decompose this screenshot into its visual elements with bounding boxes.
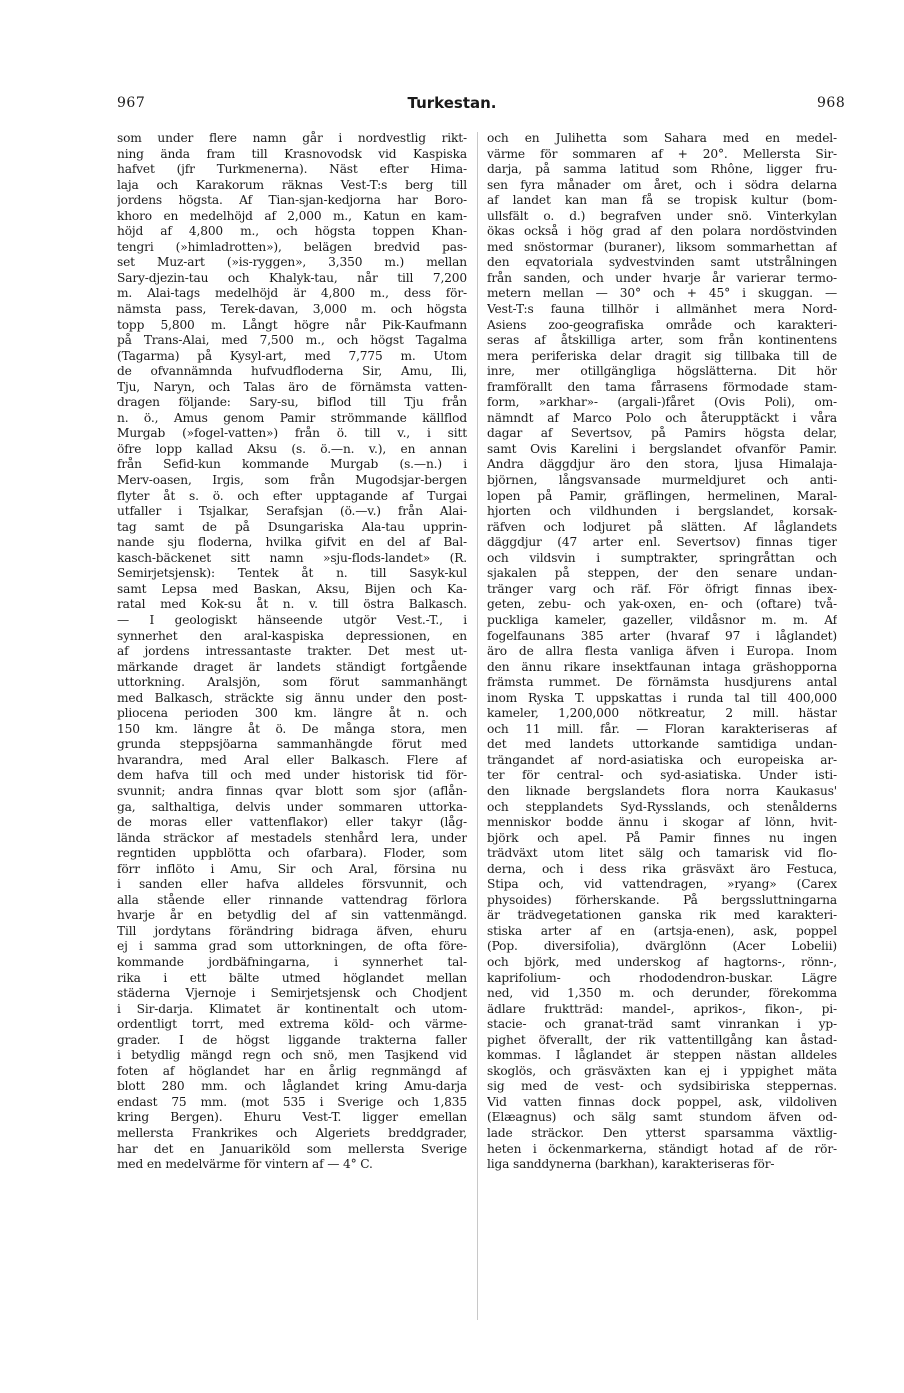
page-number-right: 968 bbox=[817, 95, 846, 111]
text-line: form, »arkhar»- (argali-)fåret (Ovis Poli), om- bbox=[487, 395, 837, 410]
text-line: ter för central- och syd-asiatiska. Under isti- bbox=[487, 768, 837, 783]
text-line: mellersta Frankrikes och Algeriets breddgrader, bbox=[117, 1126, 467, 1140]
text-line: öfre lopp kallad Aksu (s. ö.—n. v.), en annan bbox=[117, 441, 467, 456]
text-line: ej i samma grad som uttorkningen, de ofta före- bbox=[117, 939, 467, 954]
text-line: hvarandra, med Aral eller Balkasch. Flere af bbox=[117, 752, 467, 767]
text-line: alla stående eller rinnande vattendrag förlora bbox=[117, 892, 467, 907]
text-line: Till jordytans förändring bidraga äfven, ehuru bbox=[117, 923, 467, 938]
text-line: den liknade bergslandets flora norra Kaukasus' bbox=[487, 783, 837, 798]
text-line: är trädvegetationen ganska rik med karakteri- bbox=[487, 908, 837, 923]
text-line: utfaller i Tsjalkar, Serafsjan (ö.—v.) från Alai- bbox=[117, 504, 467, 519]
text-line: n. ö., Amus genom Pamir strömmande källflod bbox=[117, 410, 467, 425]
text-line: fogelfaunans 385 arter (hvaraf 97 i låglandet) bbox=[487, 628, 837, 643]
text-line: seras af åtskilliga arter, som från kontinentens bbox=[487, 333, 837, 348]
text-line: svunnit; andra finnas qvar blott som sjor (aflån- bbox=[117, 783, 467, 798]
text-line: jordens högsta. Af Tian-sjan-kedjorna har Boro- bbox=[117, 193, 467, 208]
text-line: på Trans-Alai, med 7,500 m., och högst Tagalma bbox=[117, 333, 467, 348]
text-line: grader. I de högst liggande trakterna faller bbox=[117, 1032, 467, 1047]
text-line: hjorten och vildhunden i bergslandet, korsak- bbox=[487, 504, 837, 519]
text-line: pighet öfverallt, der rik vattentillgång kan åstad- bbox=[487, 1032, 837, 1047]
text-line: kommande jordbäfningarna, i synnerhet tal- bbox=[117, 954, 467, 969]
text-line: med Balkasch, sträckte sig ännu under den post- bbox=[117, 690, 467, 705]
text-line: i Sir-darja. Klimatet är kontinentalt och utom- bbox=[117, 1001, 467, 1016]
text-line: lända sträckor af mestadels stenhård lera, under bbox=[117, 830, 467, 845]
text-line: den eqvatoriala sydvestvinden samt utstrålningen bbox=[487, 255, 837, 270]
text-line: från sanden, och under hvarje år varierar termo- bbox=[487, 270, 837, 285]
text-line: rika i ett bälte utmed höglandet mellan bbox=[117, 970, 467, 985]
text-line: samt Lepsa med Baskan, Aksu, Bijen och Ka- bbox=[117, 581, 467, 596]
text-line: lade sträckor. Den ytterst sparsamma växtlig- bbox=[487, 1126, 837, 1140]
text-line: ratal med Kok-su åt n. v. till östra Balkasch. bbox=[117, 597, 467, 612]
text-line: tränger varg och räf. För öfrigt finnas ibex- bbox=[487, 581, 837, 596]
text-line: inom Ryska T. uppskattas i runda tal till 400,000 bbox=[487, 690, 837, 705]
text-line: den ännu rikare insektfaunan intaga gräshopporna bbox=[487, 659, 837, 674]
page-number-left: 967 bbox=[117, 95, 146, 111]
text-line: Vest-T:s fauna tillhör i allmänhet mera Nord- bbox=[487, 302, 837, 317]
text-line: mera periferiska delar dragit sig tillbaka till de bbox=[487, 348, 837, 363]
text-line: värme för sommaren af + 20°. Mellersta Sir- bbox=[487, 146, 837, 161]
column-divider bbox=[477, 132, 478, 1320]
text-line: Stipa och, vid vattendragen, »ryang» (Carex bbox=[487, 877, 837, 892]
text-line: ordentligt torrt, med extrema köld- och värme- bbox=[117, 1017, 467, 1032]
text-line: höjd af 4,800 m., och högsta toppen Khan- bbox=[117, 224, 467, 239]
text-line: set Muz-art (»is-ryggen», 3,350 m.) mellan bbox=[117, 255, 467, 270]
text-line: däggdjur (47 arter enl. Severtsov) finnas tiger bbox=[487, 535, 837, 550]
text-line: i sanden eller hafva alldeles försvunnit, och bbox=[117, 877, 467, 892]
text-line: städerna Vjernoje i Semirjetsjensk och Chodjent bbox=[117, 986, 467, 1001]
text-line: ning ända fram till Krasnovodsk vid Kaspiska bbox=[117, 146, 467, 161]
text-line: nämsta pass, Terek-davan, 3,000 m. och högsta bbox=[117, 302, 467, 317]
text-line: khoro en medelhöjd af 2,000 m., Katun en kam- bbox=[117, 208, 467, 223]
text-line: som under flere namn går i nordvestlig rikt- bbox=[117, 131, 467, 145]
text-line: Vid vatten finnas dock poppel, ask, vildoliven bbox=[487, 1094, 837, 1109]
text-line: och björk, med underskog af hagtorns-, rönn-, bbox=[487, 954, 837, 969]
text-line: dem hafva till och med under historisk tid för- bbox=[117, 768, 467, 783]
text-line: grunda steppsjöarna sammanhängde förut med bbox=[117, 737, 467, 752]
text-line: Andra däggdjur äro den stora, ljusa Himalaja- bbox=[487, 457, 837, 472]
text-line: kameler, 1,200,000 nötkreatur, 2 mill. hästar bbox=[487, 706, 837, 721]
text-line: dragen följande: Sary-su, biflod till Tju från bbox=[117, 395, 467, 410]
text-line: de ofvannämnda hufvudfloderna Sir, Amu, Ili, bbox=[117, 364, 467, 379]
text-line: kommas. I låglandet är steppen nästan alldeles bbox=[487, 1048, 837, 1063]
text-line: endast 75 mm. (mot 535 i Sverige och 1,835 bbox=[117, 1094, 467, 1109]
text-line: ned, vid 1,350 m. och derunder, förekomma bbox=[487, 986, 837, 1001]
text-line: märkande draget är landets ständigt fortgående bbox=[117, 659, 467, 674]
text-line: tengri (»himladrotten»), belägen bredvid pas- bbox=[117, 239, 467, 254]
text-line: och vildsvin i sumptrakter, springråttan och bbox=[487, 550, 837, 565]
text-line: Murgab (»fogel-vatten») från ö. till v., i sitt bbox=[117, 426, 467, 441]
text-line: inre, mer otillgängliga högslätterna. Dit hör bbox=[487, 364, 837, 379]
text-line: i betydlig mängd regn och snö, men Tasjkend vid bbox=[117, 1048, 467, 1063]
text-line: regntiden uppblötta och ofarbara). Floder, som bbox=[117, 846, 467, 861]
text-line: stacie- och granat-träd samt vinrankan i yp- bbox=[487, 1017, 837, 1032]
text-line: hafvet (jfr Turkmenerna). Näst efter Hima- bbox=[117, 162, 467, 177]
text-line: (Tagarma) på Kysyl-art, med 7,775 m. Utom bbox=[117, 348, 467, 363]
text-line: trädväxt utom litet sälg och tamarisk vid flo- bbox=[487, 846, 837, 861]
running-title: Turkestan. bbox=[407, 94, 497, 112]
text-line: med en medelvärme för vintern af — 4° C. bbox=[117, 1157, 373, 1172]
text-line: ullsfält o. d.) begrafven under snö. Vinterkylan bbox=[487, 208, 837, 223]
text-line: Sary-djezin-tau och Khalyk-tau, når till 7,200 bbox=[117, 270, 467, 285]
text-line: synnerhet den aral-kaspiska depressionen, en bbox=[117, 628, 467, 643]
text-line: sjakalen på steppen, der den senare undan- bbox=[487, 566, 837, 581]
text-line: ga, salthaltiga, delvis under sommaren uttorka- bbox=[117, 799, 467, 814]
text-line: och en Julihetta som Sahara med en medel- bbox=[487, 131, 837, 145]
text-line: och 11 mill. får. — Floran karakteriseras af bbox=[487, 721, 837, 736]
text-line: med snöstormar (buraner), liksom sommarhettan af bbox=[487, 239, 837, 254]
text-line: det med landets uttorkande samtidiga undan- bbox=[487, 737, 837, 752]
text-line: m. Alai-tags medelhöjd är 4,800 m., dess för- bbox=[117, 286, 467, 301]
text-line: kasch-bäckenet sitt namn »sju-flods-landet» (R. bbox=[117, 550, 467, 565]
text-line: björk och apel. På Pamir finnes nu ingen bbox=[487, 830, 837, 845]
text-line: af landet kan man få se tropisk kultur (bom- bbox=[487, 193, 837, 208]
text-line: äro de allra flesta vanliga äfven i Europa. Inom bbox=[487, 644, 837, 659]
text-line: ökas också i hög grad af den polara nordöstvinden bbox=[487, 224, 837, 239]
text-line: physoides) förherskande. På bergssluttningarna bbox=[487, 892, 837, 907]
text-line: från Sefid-kun kommande Murgab (s.—n.) i bbox=[117, 457, 467, 472]
text-line: dagar af Severtsov, på Pamirs högsta delar, bbox=[487, 426, 837, 441]
text-line: (Pop. diversifolia), dvärglönn (Acer Lobelii) bbox=[487, 939, 837, 954]
text-line: främsta rummet. De förnämsta husdjurens antal bbox=[487, 675, 837, 690]
right-text-column bbox=[487, 131, 837, 1173]
text-line: förr inflöto i Amu, Sir och Aral, försina nu bbox=[117, 861, 467, 876]
text-line: och stepplandets Syd-Rysslands, och stenålderns bbox=[487, 799, 837, 814]
text-line: liga sanddynerna (barkhan), karakteriseras för- bbox=[487, 1157, 775, 1172]
text-line: heten i öckenmarkerna, ständigt hotad af de rör- bbox=[487, 1141, 837, 1156]
left-text-column bbox=[117, 131, 467, 1173]
page-header bbox=[0, 0, 904, 120]
text-line: Asiens zoo-geografiska område och karakteri- bbox=[487, 317, 837, 332]
text-line: flyter åt s. ö. och efter upptagande af Turgai bbox=[117, 488, 467, 503]
text-line: framförallt den tama fårrasens förmodade stam- bbox=[487, 379, 837, 394]
text-line: foten af höglandet har en årlig regnmängd af bbox=[117, 1063, 467, 1078]
text-line: sig med de vest- och sydsibiriska steppernas. bbox=[487, 1079, 837, 1094]
text-line: laja och Karakorum räknas Vest-T:s berg till bbox=[117, 177, 467, 192]
text-line: — I geologiskt hänseende utgör Vest.-T., i bbox=[117, 612, 467, 627]
text-line: Merv-oasen, Irgis, som från Mugodsjar-bergen bbox=[117, 473, 467, 488]
text-line: (Elæagnus) och sälg samt stundom äfven od- bbox=[487, 1110, 837, 1125]
text-line: Semirjetsjensk): Tentek åt n. till Sasyk-kul bbox=[117, 566, 467, 581]
text-line: kaprifolium- och rhododendron-buskar. Lägre bbox=[487, 970, 837, 985]
text-line: skoglös, och gräsväxten kan ej i yppighet mäta bbox=[487, 1063, 837, 1078]
text-line: darja, på samma latitud som Rhône, ligger fru- bbox=[487, 162, 837, 177]
text-line: menniskor bodde ännu i skogar af lönn, hvit- bbox=[487, 815, 837, 830]
text-line: de moras eller vattenflakor) eller takyr (låg- bbox=[117, 815, 467, 830]
text-line: stiska arter af en (artsja-enen), ask, poppel bbox=[487, 923, 837, 938]
text-line: björnen, långsvansade murmeldjuret och anti- bbox=[487, 473, 837, 488]
text-line: nande sju floderna, hvilka gifvit en del af Bal- bbox=[117, 535, 467, 550]
text-line: har det en Januariköld som mellersta Sverige bbox=[117, 1141, 467, 1156]
text-line: kring Bergen). Ehuru Vest-T. ligger emellan bbox=[117, 1110, 467, 1125]
text-line: metern mellan — 30° och + 45° i skuggan. — bbox=[487, 286, 837, 301]
text-line: af jordens intressantaste trakter. Det mest ut- bbox=[117, 644, 467, 659]
text-line: uttorkning. Aralsjön, som förut sammanhängt bbox=[117, 675, 467, 690]
text-line: hvarje år en betydlig del af sin vattenmängd. bbox=[117, 908, 467, 923]
text-line: puckliga kameler, gazeller, vildåsnor m. m. Af bbox=[487, 612, 837, 627]
text-line: samt Ovis Karelini i bergslandet ofvanför Pamir. bbox=[487, 441, 837, 456]
text-line: nämndt af Marco Polo och återupptäckt i våra bbox=[487, 410, 837, 425]
text-line: geten, zebu- och yak-oxen, en- och (oftare) två- bbox=[487, 597, 837, 612]
text-line: derna, och i dess rika gräsväxt äro Festuca, bbox=[487, 861, 837, 876]
text-line: pliocena perioden 300 km. längre åt n. och bbox=[117, 706, 467, 721]
text-line: sen fyra månader om året, och i södra delarna bbox=[487, 177, 837, 192]
text-line: räfven och lodjuret på slätten. Af låglandets bbox=[487, 519, 837, 534]
text-line: Tju, Naryn, och Talas äro de förnämsta vatten- bbox=[117, 379, 467, 394]
text-line: ädlare fruktträd: mandel-, aprikos-, fikon-, pi- bbox=[487, 1001, 837, 1016]
text-line: trängandet af nord-asiatiska och europeiska ar- bbox=[487, 752, 837, 767]
text-line: tag samt de på Dsungariska Ala-tau upprin- bbox=[117, 519, 467, 534]
text-line: lopen på Pamir, gräflingen, hermelinen, Maral- bbox=[487, 488, 837, 503]
text-line: 150 km. längre åt ö. De många stora, men bbox=[117, 721, 467, 736]
text-line: topp 5,800 m. Långt högre når Pik-Kaufmann bbox=[117, 317, 467, 332]
text-line: blott 280 mm. och låglandet kring Amu-darja bbox=[117, 1079, 467, 1094]
